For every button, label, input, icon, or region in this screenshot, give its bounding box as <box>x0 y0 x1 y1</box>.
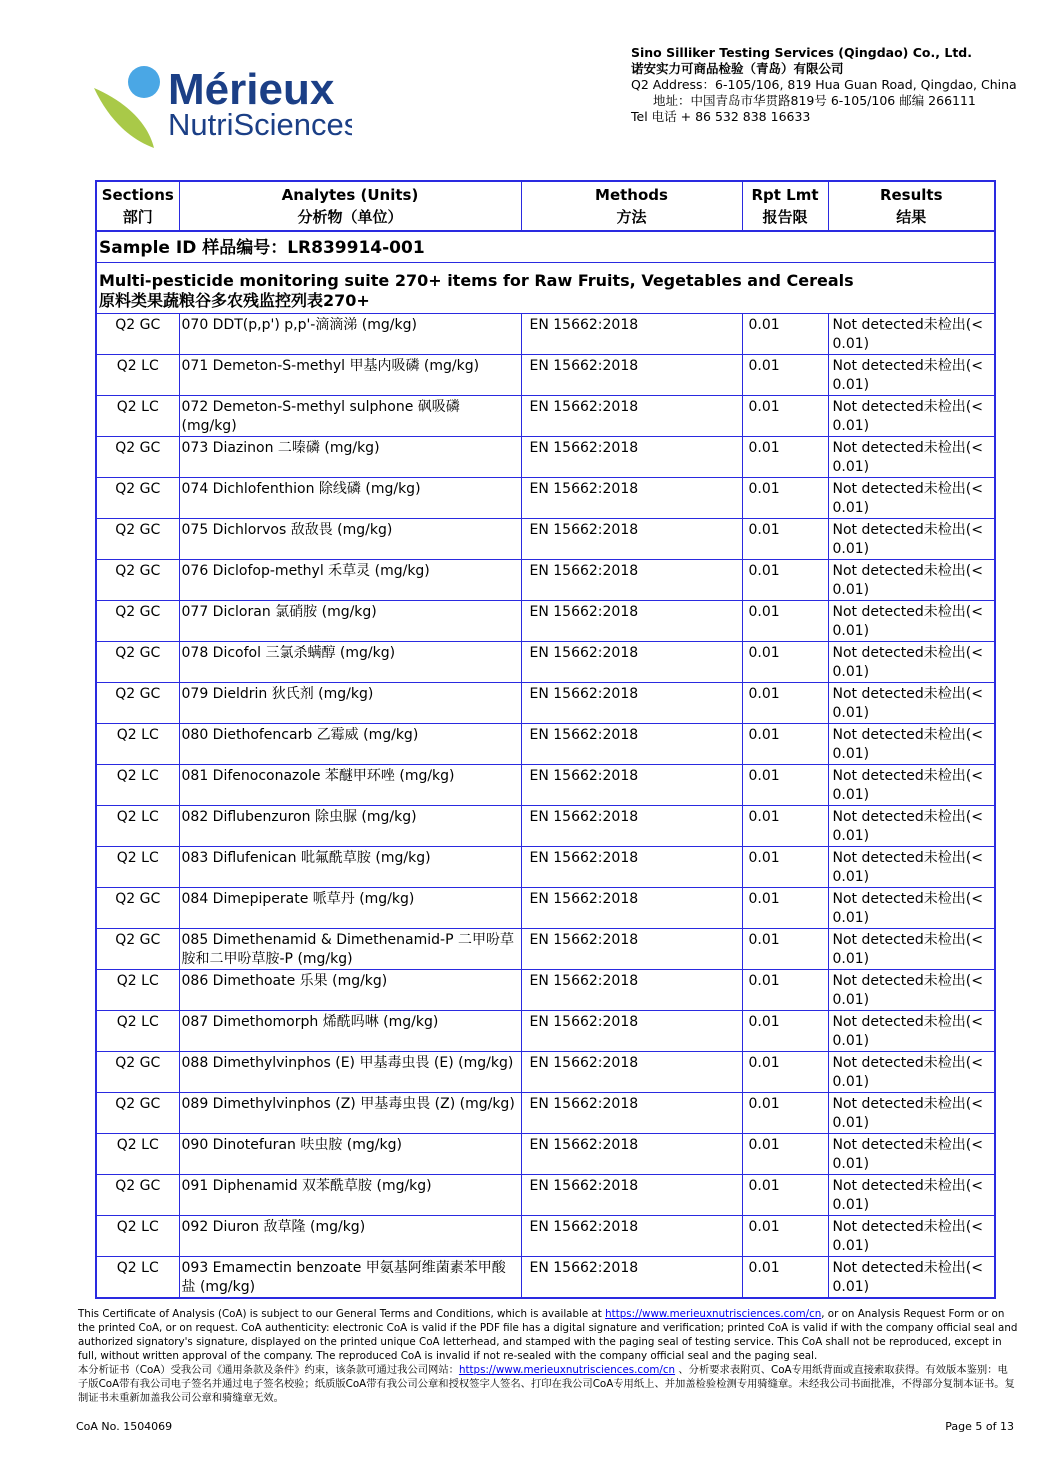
section-cell: Q2 GC <box>96 560 179 601</box>
result-cell: Not detected未检出(<0.01) <box>828 1134 995 1175</box>
table-row <box>96 888 995 929</box>
section-cell: Q2 GC <box>96 888 179 929</box>
section-cell: Q2 GC <box>96 519 179 560</box>
coa-number: CoA No. 1504069 <box>76 1420 173 1433</box>
rpt-lmt-cell: 0.01 <box>742 765 828 806</box>
method-cell: EN 15662:2018 <box>521 683 742 724</box>
result-cell: Not detected未检出(<0.01) <box>828 970 995 1011</box>
rpt-lmt-cell: 0.01 <box>742 355 828 396</box>
company-name-en: Sino Silliker Testing Services (Qingdao) Co., Ltd. <box>631 45 972 60</box>
analyte-cell: 077 Dicloran 氯硝胺 (mg/kg) <box>179 601 521 642</box>
table-row <box>96 396 995 437</box>
section-cell: Q2 LC <box>96 724 179 765</box>
result-cell: Not detected未检出(<0.01) <box>828 765 995 806</box>
method-cell: EN 15662:2018 <box>521 765 742 806</box>
rpt-lmt-cell: 0.01 <box>742 806 828 847</box>
analyte-cell: 080 Diethofencarb 乙霉威 (mg/kg) <box>179 724 521 765</box>
analyte-cell: 082 Diflubenzuron 除虫脲 (mg/kg) <box>179 806 521 847</box>
disclaimer <box>78 1307 1018 1405</box>
analyte-cell: 092 Diuron 敌草隆 (mg/kg) <box>179 1216 521 1257</box>
analyte-cell: 070 DDT(p,p') p,p'-滴滴涕 (mg/kg) <box>179 314 521 355</box>
analyte-cell: 091 Diphenamid 双苯酰草胺 (mg/kg) <box>179 1175 521 1216</box>
table-row <box>96 642 995 683</box>
section-cell: Q2 GC <box>96 437 179 478</box>
result-cell: Not detected未检出(<0.01) <box>828 1052 995 1093</box>
section-cell: Q2 LC <box>96 1216 179 1257</box>
result-cell: Not detected未检出(<0.01) <box>828 519 995 560</box>
analyte-cell: 084 Dimepiperate 哌草丹 (mg/kg) <box>179 888 521 929</box>
result-cell: Not detected未检出(<0.01) <box>828 560 995 601</box>
rpt-lmt-cell: 0.01 <box>742 396 828 437</box>
table-row <box>96 519 995 560</box>
section-cell: Q2 LC <box>96 1011 179 1052</box>
analyte-cell: 083 Diflufenican 吡氟酰草胺 (mg/kg) <box>179 847 521 888</box>
header-results <box>828 181 995 231</box>
analyte-cell: 088 Dimethylvinphos (E) 甲基毒虫畏 (E) (mg/kg) <box>179 1052 521 1093</box>
table-row <box>96 724 995 765</box>
analyte-cell: 075 Dichlorvos 敌敌畏 (mg/kg) <box>179 519 521 560</box>
table-row <box>96 1175 995 1216</box>
table-row <box>96 765 995 806</box>
header-cn: 分析物（单位） <box>297 208 403 226</box>
analyte-cell: 086 Dimethoate 乐果 (mg/kg) <box>179 970 521 1011</box>
header-rpt-lmt <box>742 181 828 231</box>
method-cell: EN 15662:2018 <box>521 888 742 929</box>
table-row <box>96 1134 995 1175</box>
table-row <box>96 1011 995 1052</box>
section-cell: Q2 GC <box>96 601 179 642</box>
suite-title <box>96 263 995 314</box>
table-row <box>96 1093 995 1134</box>
disclaimer-en-1: This Certificate of Analysis (CoA) is subject to our General Terms and Conditions, which is available at <box>78 1308 606 1320</box>
method-cell: EN 15662:2018 <box>521 1134 742 1175</box>
method-cell: EN 15662:2018 <box>521 929 742 970</box>
rpt-lmt-cell: 0.01 <box>742 1052 828 1093</box>
table-row <box>96 1216 995 1257</box>
method-cell: EN 15662:2018 <box>521 642 742 683</box>
rpt-lmt-cell: 0.01 <box>742 724 828 765</box>
section-cell: Q2 LC <box>96 970 179 1011</box>
disclaimer-cn-1: 本分析证书（CoA）受我公司《通用条款及条件》约束，该条款可通过我公司网站： <box>78 1364 459 1376</box>
result-cell: Not detected未检出(<0.01) <box>828 1011 995 1052</box>
rpt-lmt-cell: 0.01 <box>742 519 828 560</box>
header-methods <box>521 181 742 231</box>
method-cell: EN 15662:2018 <box>521 1052 742 1093</box>
address-cn: 地址：中国青岛市华贯路819号 6-105/106 邮编 266111 <box>653 93 976 108</box>
result-cell: Not detected未检出(<0.01) <box>828 1257 995 1299</box>
analyte-cell: 078 Dicofol 三氯杀螨醇 (mg/kg) <box>179 642 521 683</box>
section-cell: Q2 LC <box>96 355 179 396</box>
method-cell: EN 15662:2018 <box>521 1093 742 1134</box>
method-cell: EN 15662:2018 <box>521 1175 742 1216</box>
method-cell: EN 15662:2018 <box>521 437 742 478</box>
rpt-lmt-cell: 0.01 <box>742 1134 828 1175</box>
table-row <box>96 683 995 724</box>
section-cell: Q2 LC <box>96 1257 179 1299</box>
section-cell: Q2 GC <box>96 478 179 519</box>
analyte-cell: 074 Dichlofenthion 除线磷 (mg/kg) <box>179 478 521 519</box>
result-cell: Not detected未检出(<0.01) <box>828 601 995 642</box>
address-en: Q2 Address：6-105/106, 819 Hua Guan Road, Qingdao, China <box>631 77 1017 92</box>
result-cell: Not detected未检出(<0.01) <box>828 314 995 355</box>
company-name-cn: 诺安实力可商品检验（青岛）有限公司 <box>631 61 844 76</box>
suite-title-cn: 原料类果蔬粮谷多农残监控列表270+ <box>99 291 370 310</box>
result-cell: Not detected未检出(<0.01) <box>828 396 995 437</box>
result-cell: Not detected未检出(<0.01) <box>828 437 995 478</box>
telephone: Tel 电话 + 86 532 838 16633 <box>631 109 811 124</box>
rpt-lmt-cell: 0.01 <box>742 929 828 970</box>
result-cell: Not detected未检出(<0.01) <box>828 724 995 765</box>
company-logo <box>92 60 352 150</box>
header-en: Rpt Lmt <box>751 186 819 204</box>
header-en: Methods <box>595 186 668 204</box>
result-cell: Not detected未检出(<0.01) <box>828 1093 995 1134</box>
method-cell: EN 15662:2018 <box>521 724 742 765</box>
disclaimer-en-2: , or on Analysis Request Form or on the printed CoA, or on request. CoA authenticity: electronic CoA is valid if the PDF file has a digital signature and verification; printed CoA is valid if with the company official seal and authorized signatory's signature, displayed on the printed unique CoA letterhead, and stamped with the paging seal of testing service. This CoA shall not be reproduced, except in full, without written approval of the company. The reproduced CoA is invalid if not re-sealed with the company official seal and the paging seal. <box>78 1308 1018 1362</box>
section-cell: Q2 GC <box>96 1052 179 1093</box>
result-cell: Not detected未检出(<0.01) <box>828 683 995 724</box>
suite-title-en: Multi-pesticide monitoring suite 270+ items for Raw Fruits, Vegetables and Cereals <box>99 271 854 290</box>
header-cn: 报告限 <box>762 208 808 226</box>
rpt-lmt-cell: 0.01 <box>742 1093 828 1134</box>
method-cell: EN 15662:2018 <box>521 519 742 560</box>
method-cell: EN 15662:2018 <box>521 1257 742 1299</box>
method-cell: EN 15662:2018 <box>521 601 742 642</box>
table-row <box>96 1257 995 1299</box>
section-cell: Q2 LC <box>96 847 179 888</box>
rpt-lmt-cell: 0.01 <box>742 1011 828 1052</box>
method-cell: EN 15662:2018 <box>521 847 742 888</box>
method-cell: EN 15662:2018 <box>521 478 742 519</box>
analyte-cell: 093 Emamectin benzoate 甲氨基阿维菌素苯甲酸盐 (mg/kg) <box>179 1257 521 1299</box>
method-cell: EN 15662:2018 <box>521 970 742 1011</box>
section-cell: Q2 GC <box>96 1175 179 1216</box>
result-cell: Not detected未检出(<0.01) <box>828 929 995 970</box>
method-cell: EN 15662:2018 <box>521 314 742 355</box>
header-en: Results <box>879 186 943 204</box>
result-cell: Not detected未检出(<0.01) <box>828 1175 995 1216</box>
table-row <box>96 355 995 396</box>
result-cell: Not detected未检出(<0.01) <box>828 847 995 888</box>
rpt-lmt-cell: 0.01 <box>742 847 828 888</box>
table-row <box>96 601 995 642</box>
table-row <box>96 847 995 888</box>
result-cell: Not detected未检出(<0.01) <box>828 642 995 683</box>
table-row <box>96 560 995 601</box>
analyte-cell: 081 Difenoconazole 苯醚甲环唑 (mg/kg) <box>179 765 521 806</box>
analyte-cell: 073 Diazinon 二嗪磷 (mg/kg) <box>179 437 521 478</box>
method-cell: EN 15662:2018 <box>521 396 742 437</box>
table-row <box>96 929 995 970</box>
analyte-cell: 090 Dinotefuran 呋虫胺 (mg/kg) <box>179 1134 521 1175</box>
header-en: Analytes (Units) <box>281 186 419 204</box>
table-row <box>96 1052 995 1093</box>
sample-id: Sample ID 样品编号：LR839914-001 <box>96 231 995 263</box>
table-row <box>96 437 995 478</box>
result-cell: Not detected未检出(<0.01) <box>828 1216 995 1257</box>
header-en: Sections <box>101 186 174 204</box>
section-cell: Q2 GC <box>96 683 179 724</box>
disclaimer-cn-2: 、分析要求表附页、CoA专用纸背面或直接索取获得。有效版本鉴别：电子版CoA带有我公司电子签名并通过电子签名校验；纸质版CoA带有我公司公章和授权签字人签名、打印在我公司CoA专用纸上、并加盖检验检测专用骑缝章。未经我公司书面批准，不得部分复制本证书。复制证书未重新加盖我公司公章和骑缝章无效。 <box>78 1364 1015 1404</box>
analyte-cell: 072 Demeton-S-methyl sulphone 砜吸磷 (mg/kg) <box>179 396 521 437</box>
rpt-lmt-cell: 0.01 <box>742 1175 828 1216</box>
page-number: Page 5 of 13 <box>945 1420 1014 1433</box>
rpt-lmt-cell: 0.01 <box>742 478 828 519</box>
result-cell: Not detected未检出(<0.01) <box>828 888 995 929</box>
terms-link-en[interactable]: https://www.merieuxnutrisciences.com/cn <box>605 1308 822 1320</box>
rpt-lmt-cell: 0.01 <box>742 888 828 929</box>
result-cell: Not detected未检出(<0.01) <box>828 806 995 847</box>
rpt-lmt-cell: 0.01 <box>742 437 828 478</box>
method-cell: EN 15662:2018 <box>521 355 742 396</box>
table-row <box>96 478 995 519</box>
method-cell: EN 15662:2018 <box>521 560 742 601</box>
analyte-cell: 085 Dimethenamid & Dimethenamid-P 二甲吩草胺和二甲吩草胺-P (mg/kg) <box>179 929 521 970</box>
analyte-cell: 076 Diclofop-methyl 禾草灵 (mg/kg) <box>179 560 521 601</box>
section-cell: Q2 LC <box>96 396 179 437</box>
rpt-lmt-cell: 0.01 <box>742 970 828 1011</box>
company-info <box>631 45 1017 125</box>
analyte-cell: 071 Demeton-S-methyl 甲基内吸磷 (mg/kg) <box>179 355 521 396</box>
svg-text:NutriSciences: NutriSciences <box>168 107 352 142</box>
rpt-lmt-cell: 0.01 <box>742 601 828 642</box>
table-row <box>96 970 995 1011</box>
header-analytes <box>179 181 521 231</box>
rpt-lmt-cell: 0.01 <box>742 1216 828 1257</box>
method-cell: EN 15662:2018 <box>521 1011 742 1052</box>
analyte-cell: 079 Dieldrin 狄氏剂 (mg/kg) <box>179 683 521 724</box>
section-cell: Q2 GC <box>96 929 179 970</box>
rpt-lmt-cell: 0.01 <box>742 560 828 601</box>
section-cell: Q2 LC <box>96 806 179 847</box>
rpt-lmt-cell: 0.01 <box>742 1257 828 1299</box>
header-cn: 部门 <box>122 208 153 226</box>
result-cell: Not detected未检出(<0.01) <box>828 478 995 519</box>
rpt-lmt-cell: 0.01 <box>742 314 828 355</box>
result-cell: Not detected未检出(<0.01) <box>828 355 995 396</box>
header-sections <box>96 181 179 231</box>
section-cell: Q2 GC <box>96 1093 179 1134</box>
analyte-cell: 089 Dimethylvinphos (Z) 甲基毒虫畏 (Z) (mg/kg) <box>179 1093 521 1134</box>
section-cell: Q2 LC <box>96 1134 179 1175</box>
rpt-lmt-cell: 0.01 <box>742 642 828 683</box>
table-row <box>96 806 995 847</box>
table-row <box>96 314 995 355</box>
header-cn: 方法 <box>616 208 647 226</box>
terms-link-cn[interactable]: https://www.merieuxnutrisciences.com/cn <box>458 1364 676 1376</box>
rpt-lmt-cell: 0.01 <box>742 683 828 724</box>
section-cell: Q2 GC <box>96 642 179 683</box>
svg-text:Mérieux: Mérieux <box>168 65 335 114</box>
analyte-cell: 087 Dimethomorph 烯酰吗啉 (mg/kg) <box>179 1011 521 1052</box>
method-cell: EN 15662:2018 <box>521 806 742 847</box>
section-cell: Q2 LC <box>96 765 179 806</box>
results-table <box>95 180 996 1299</box>
header-cn: 结果 <box>896 208 927 226</box>
method-cell: EN 15662:2018 <box>521 1216 742 1257</box>
section-cell: Q2 GC <box>96 314 179 355</box>
